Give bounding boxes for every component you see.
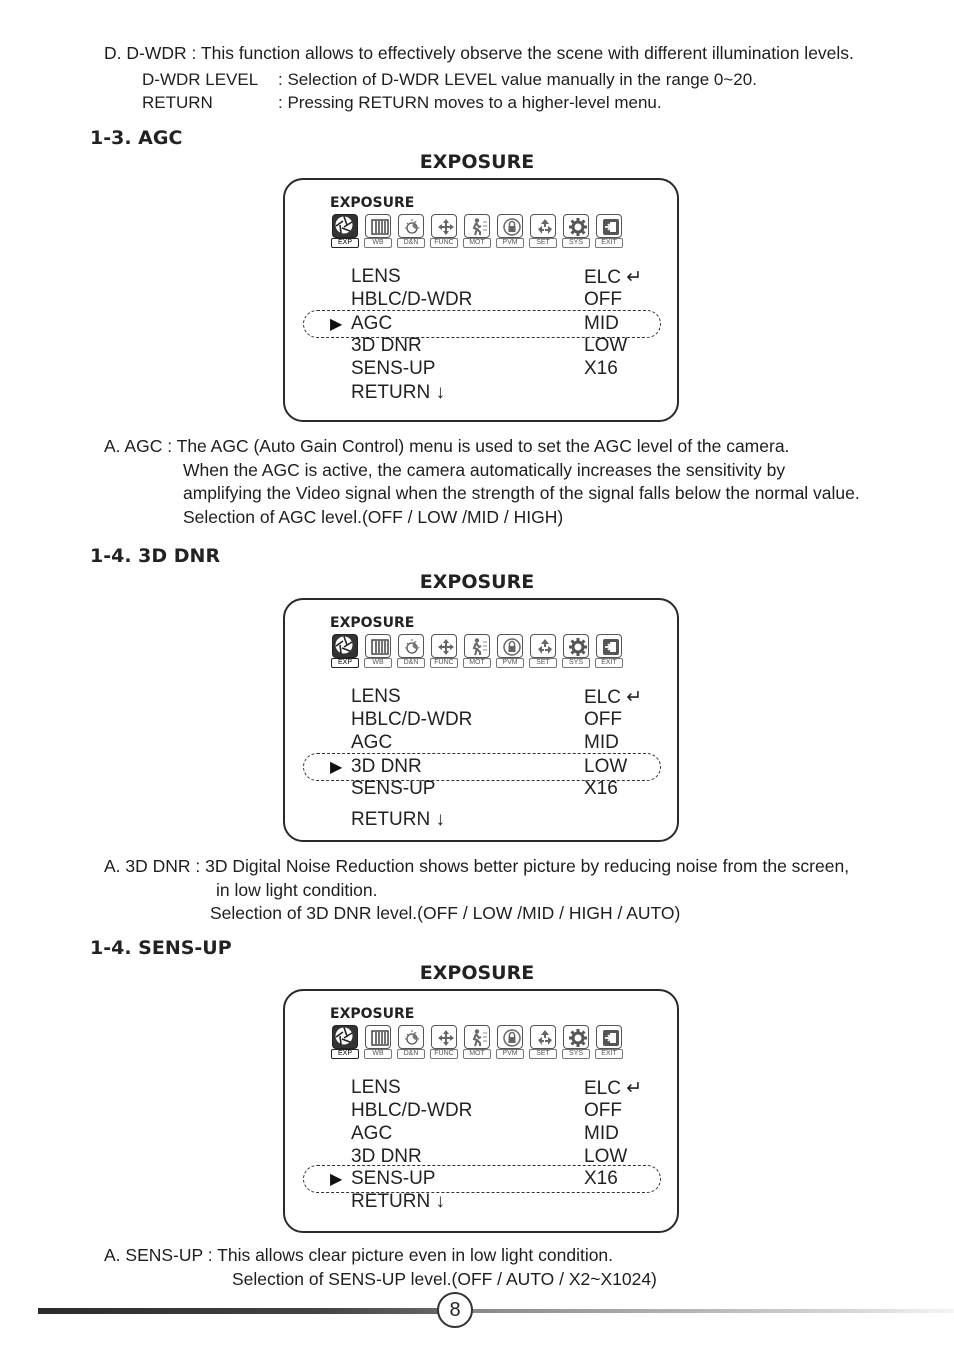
- menu-value-lens: ELC ↵: [584, 1078, 643, 1099]
- aperture-icon: [332, 1025, 358, 1049]
- menu-tab-mot[interactable]: [462, 634, 493, 670]
- menu-tab-label: PVM: [496, 1049, 524, 1059]
- exit-icon: [596, 634, 622, 658]
- selection-pointer-icon: ▶: [330, 759, 343, 776]
- menu-tab-set[interactable]: [528, 1025, 559, 1061]
- section-heading-sens-up: 1-4. SENS-UP: [90, 937, 232, 959]
- exit-icon: [596, 1025, 622, 1049]
- menu-tab-dnn[interactable]: [396, 214, 427, 250]
- menu-tab-label: EXP: [331, 238, 359, 248]
- menu-tab-sys[interactable]: [561, 634, 592, 670]
- menu-tab-label: SYS: [562, 658, 590, 668]
- menu-tab-label: WB: [364, 238, 392, 248]
- menu-tab-label: EXP: [331, 1049, 359, 1059]
- menu-tab-label: EXIT: [595, 238, 623, 248]
- menu-tab-label: SYS: [562, 1049, 590, 1059]
- menu-item-3d-dnr[interactable]: 3D DNR: [351, 335, 422, 356]
- menu-item-3d-dnr[interactable]: 3D DNR: [351, 1146, 422, 1167]
- dwdr-return-label: RETURN: [142, 93, 213, 112]
- menu-tab-label: MOT: [463, 238, 491, 248]
- menu-tab-label: WB: [364, 1049, 392, 1059]
- function-icon: [431, 214, 457, 238]
- menu-value-lens: ELC ↵: [584, 687, 643, 708]
- menu-item-hblc-d-wdr[interactable]: HBLC/D-WDR: [351, 1100, 473, 1121]
- agc-desc-line-1: A. AGC : The AGC (Auto Gain Control) menu is used to set the AGC level of the camera.: [104, 436, 790, 456]
- sens-up-desc-line-1: A. SENS-UP : This allows clear picture even in low light condition.: [104, 1245, 614, 1265]
- menu-value-3d-dnr: LOW: [584, 1146, 628, 1167]
- menu-tab-label: SET: [529, 1049, 557, 1059]
- dwdr-return-desc: : Pressing RETURN moves to a higher-level menu.: [278, 93, 662, 112]
- menu-item-return[interactable]: RETURN ↓: [351, 1191, 445, 1212]
- menu-tab-pvm[interactable]: [495, 1025, 526, 1061]
- menu-tab-mot[interactable]: [462, 214, 493, 250]
- menu-value-hblc-d-wdr: OFF: [584, 709, 622, 730]
- menu-tab-label: FUNC: [430, 238, 458, 248]
- section-heading-agc: 1-3. AGC: [90, 127, 183, 149]
- menu-tab-label: EXIT: [595, 658, 623, 668]
- dwdr-level-desc: : Selection of D-WDR LEVEL value manually in the range 0~20.: [278, 70, 757, 89]
- menu-tab-label: EXP: [331, 658, 359, 668]
- menu-value-lens: ELC ↵: [584, 267, 643, 288]
- menu-tab-label: PVM: [496, 238, 524, 248]
- menu-item-agc[interactable]: AGC: [351, 1123, 393, 1144]
- settings-icon: [530, 1025, 556, 1049]
- menu-value-sens-up: X16: [584, 1168, 618, 1189]
- white-balance-icon: [365, 1025, 391, 1049]
- menu-tab-func[interactable]: [429, 1025, 460, 1061]
- menu-tab-wb[interactable]: [363, 634, 394, 670]
- menu-tab-label: MOT: [463, 658, 491, 668]
- agc-desc-line-3: amplifying the Video signal when the strength of the signal falls below the normal value.: [183, 483, 860, 503]
- menu-value-agc: MID: [584, 732, 619, 753]
- menu-title: EXPOSURE: [330, 615, 415, 631]
- aperture-icon: [332, 634, 358, 658]
- menu-tab-label: SET: [529, 238, 557, 248]
- system-icon: [563, 214, 589, 238]
- aperture-icon: [332, 214, 358, 238]
- 3d-dnr-desc-line-2: in low light condition.: [216, 880, 378, 900]
- menu-tab-pvm[interactable]: [495, 214, 526, 250]
- section-heading-3d-dnr: 1-4. 3D DNR: [90, 545, 221, 567]
- footer-rule-right: [472, 1309, 954, 1313]
- 3d-dnr-desc-line-3: Selection of 3D DNR level.(OFF / LOW /MID / HIGH / AUTO): [210, 903, 681, 923]
- menu-tab-set[interactable]: [528, 634, 559, 670]
- figure-title-3d-dnr: EXPOSURE: [419, 571, 535, 593]
- menu-tab-exit[interactable]: [594, 1025, 625, 1061]
- system-icon: [563, 1025, 589, 1049]
- 3d-dnr-desc-line-1: A. 3D DNR : 3D Digital Noise Reduction shows better picture by reducing noise from the screen,: [104, 856, 850, 876]
- menu-tab-exp[interactable]: [330, 1025, 361, 1061]
- settings-icon: [530, 634, 556, 658]
- menu-tab-label: EXIT: [595, 1049, 623, 1059]
- white-balance-icon: [365, 634, 391, 658]
- menu-tab-dnn[interactable]: [396, 634, 427, 670]
- menu-value-hblc-d-wdr: OFF: [584, 1100, 622, 1121]
- menu-tab-exp[interactable]: [330, 634, 361, 670]
- menu-tab-wb[interactable]: [363, 1025, 394, 1061]
- menu-value-agc: MID: [584, 1123, 619, 1144]
- agc-desc-line-4: Selection of AGC level.(OFF / LOW /MID / HIGH): [183, 507, 564, 527]
- osd-menu-3d-dnr: [283, 598, 679, 842]
- menu-item-sens-up[interactable]: SENS-UP: [351, 358, 436, 379]
- menu-tab-mot[interactable]: [462, 1025, 493, 1061]
- menu-tab-label: MOT: [463, 1049, 491, 1059]
- osd-menu-agc: [283, 178, 679, 422]
- motion-icon: [464, 1025, 490, 1049]
- privacy-icon: [497, 214, 523, 238]
- dwdr-level-label: D-WDR LEVEL: [142, 70, 259, 89]
- menu-tab-label: FUNC: [430, 658, 458, 668]
- menu-tab-label: D&N: [397, 238, 425, 248]
- menu-item-hblc-d-wdr[interactable]: HBLC/D-WDR: [351, 289, 473, 310]
- figure-title-agc: EXPOSURE: [419, 151, 535, 173]
- menu-item-return[interactable]: RETURN ↓: [351, 809, 445, 830]
- menu-value-sens-up: X16: [584, 778, 618, 799]
- figure-title-sens-up: EXPOSURE: [419, 962, 535, 984]
- menu-item-3d-dnr[interactable]: 3D DNR: [351, 756, 422, 777]
- menu-tab-label: FUNC: [430, 1049, 458, 1059]
- menu-tab-wb[interactable]: [363, 214, 394, 250]
- dwdr-description: D. D-WDR : This function allows to effectively observe the scene with different illumination levels.: [104, 43, 854, 63]
- menu-tab-exit[interactable]: [594, 634, 625, 670]
- menu-value-sens-up: X16: [584, 358, 618, 379]
- menu-value-3d-dnr: LOW: [584, 756, 628, 777]
- white-balance-icon: [365, 214, 391, 238]
- privacy-icon: [497, 634, 523, 658]
- menu-item-return[interactable]: RETURN ↓: [351, 382, 445, 403]
- selection-pointer-icon: ▶: [330, 1171, 343, 1188]
- menu-tab-label: D&N: [397, 658, 425, 668]
- menu-value-3d-dnr: LOW: [584, 335, 628, 356]
- footer-rule-left: [38, 1308, 440, 1314]
- menu-item-agc[interactable]: AGC: [351, 313, 393, 334]
- menu-tab-exit[interactable]: [594, 214, 625, 250]
- motion-icon: [464, 634, 490, 658]
- menu-item-lens[interactable]: LENS: [351, 266, 401, 287]
- menu-item-hblc-d-wdr[interactable]: HBLC/D-WDR: [351, 709, 473, 730]
- day-night-icon: [398, 1025, 424, 1049]
- menu-tab-label: SYS: [562, 238, 590, 248]
- menu-value-agc: MID: [584, 313, 619, 334]
- menu-tab-pvm[interactable]: [495, 634, 526, 670]
- menu-tab-label: SET: [529, 658, 557, 668]
- system-icon: [563, 634, 589, 658]
- menu-title: EXPOSURE: [330, 1006, 415, 1022]
- menu-tab-sys[interactable]: [561, 1025, 592, 1061]
- menu-tab-exp[interactable]: [330, 214, 361, 250]
- osd-menu-sens-up: [283, 989, 679, 1233]
- page-number: 8: [437, 1292, 473, 1328]
- day-night-icon: [398, 214, 424, 238]
- function-icon: [431, 634, 457, 658]
- menu-item-sens-up[interactable]: SENS-UP: [351, 1168, 436, 1189]
- agc-desc-line-2: When the AGC is active, the camera automatically increases the sensitivity by: [183, 460, 786, 480]
- menu-tab-sys[interactable]: [561, 214, 592, 250]
- menu-tab-func[interactable]: [429, 214, 460, 250]
- menu-tab-label: D&N: [397, 1049, 425, 1059]
- sens-up-desc-line-2: Selection of SENS-UP level.(OFF / AUTO / X2~X1024): [232, 1269, 657, 1289]
- privacy-icon: [497, 1025, 523, 1049]
- selection-pointer-icon: ▶: [330, 316, 343, 333]
- menu-tab-label: PVM: [496, 658, 524, 668]
- function-icon: [431, 1025, 457, 1049]
- menu-tab-dnn[interactable]: [396, 1025, 427, 1061]
- menu-tab-set[interactable]: [528, 214, 559, 250]
- menu-item-agc[interactable]: AGC: [351, 732, 393, 753]
- menu-tab-label: WB: [364, 658, 392, 668]
- day-night-icon: [398, 634, 424, 658]
- exit-icon: [596, 214, 622, 238]
- menu-value-hblc-d-wdr: OFF: [584, 289, 622, 310]
- menu-item-lens[interactable]: LENS: [351, 1077, 401, 1098]
- menu-title: EXPOSURE: [330, 195, 415, 211]
- motion-icon: [464, 214, 490, 238]
- menu-tab-func[interactable]: [429, 634, 460, 670]
- menu-item-lens[interactable]: LENS: [351, 686, 401, 707]
- menu-item-sens-up[interactable]: SENS-UP: [351, 778, 436, 799]
- settings-icon: [530, 214, 556, 238]
